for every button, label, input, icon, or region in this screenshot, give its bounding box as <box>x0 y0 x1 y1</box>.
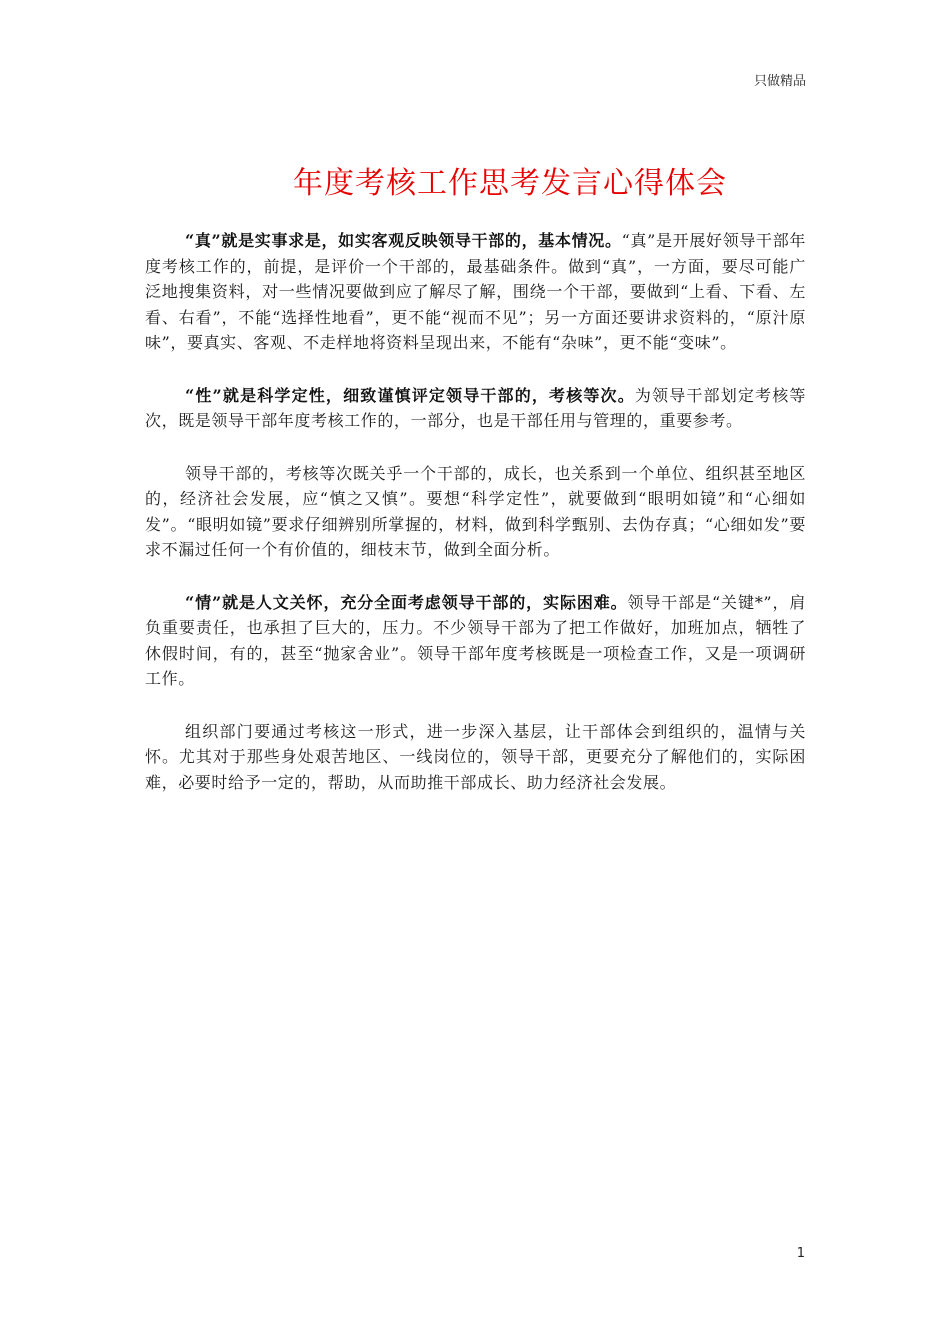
paragraph-lead: “情”就是人文关怀，充分全面考虑领导干部的，实际困难。 <box>185 592 628 612</box>
document-body <box>145 228 806 822</box>
paragraph-text: “真”是开展好领导干部年度考核工作的，前提，是评价一个干部的，最基础条件。做到“真”，一方面，要尽可能广泛地搜集资料，对一些情况要做到应了解尽了解，围绕一个干部，要做到“上看、下看、左看、右看”，不能“选择性地看”，更不能“视而不见”；另一方面还要讲求资料的，“原汁原味”，要真实、客观、不走样地将资料呈现出来，不能有“杂味”，更不能“变味”。 <box>145 231 807 352</box>
paragraph-nature <box>145 383 806 434</box>
paragraph-text: 组织部门要通过考核这一形式，进一步深入基层，让干部体会到组织的，温情与关怀。尤其对于那些身处艰苦地区、一线岗位的，领导干部，更要充分了解他们的，实际困难，必要时给予一定的，帮助，从而助推干部成长、助力经济社会发展。 <box>145 721 806 792</box>
page-number: 1 <box>796 1246 805 1261</box>
paragraph-care <box>145 590 806 692</box>
paragraph-lead: “性”就是科学定性，细致谨慎评定领导干部的，考核等次。 <box>185 385 635 405</box>
paragraph-lead: “真”就是实事求是，如实客观反映领导干部的，基本情况。 <box>185 231 622 250</box>
document-title: 年度考核工作思考发言心得体会 <box>293 166 727 201</box>
paragraph-organization <box>145 719 806 796</box>
header-note: 只做精品 <box>753 74 806 89</box>
paragraph-text: 为领导干部划定考核等次，既是领导干部年度考核工作的，一部分，也是干部任用与管理的，重要参考。 <box>145 385 806 430</box>
paragraph-truth <box>145 228 806 356</box>
paragraph-grading <box>145 461 806 563</box>
paragraph-text: 领导干部是“关键*”，肩负重要责任，也承担了巨大的，压力。不少领导干部为了把工作做好，加班加点，牺牲了休假时间，有的，甚至“抛家舍业”。领导干部年度考核既是一项检查工作，又是一项调研工作。 <box>145 592 807 688</box>
paragraph-text: 领导干部的，考核等次既关乎一个干部的，成长，也关系到一个单位、组织甚至地区的，经济社会发展，应“慎之又慎”。要想“科学定性”，就要做到“眼明如镜”和“心细如发”。“眼明如镜”要求仔细辨别所掌握的，材料，做到科学甄别、去伪存真；“心细如发”要求不漏过任何一个有价值的，细枝末节，做到全面分析。 <box>145 463 806 559</box>
